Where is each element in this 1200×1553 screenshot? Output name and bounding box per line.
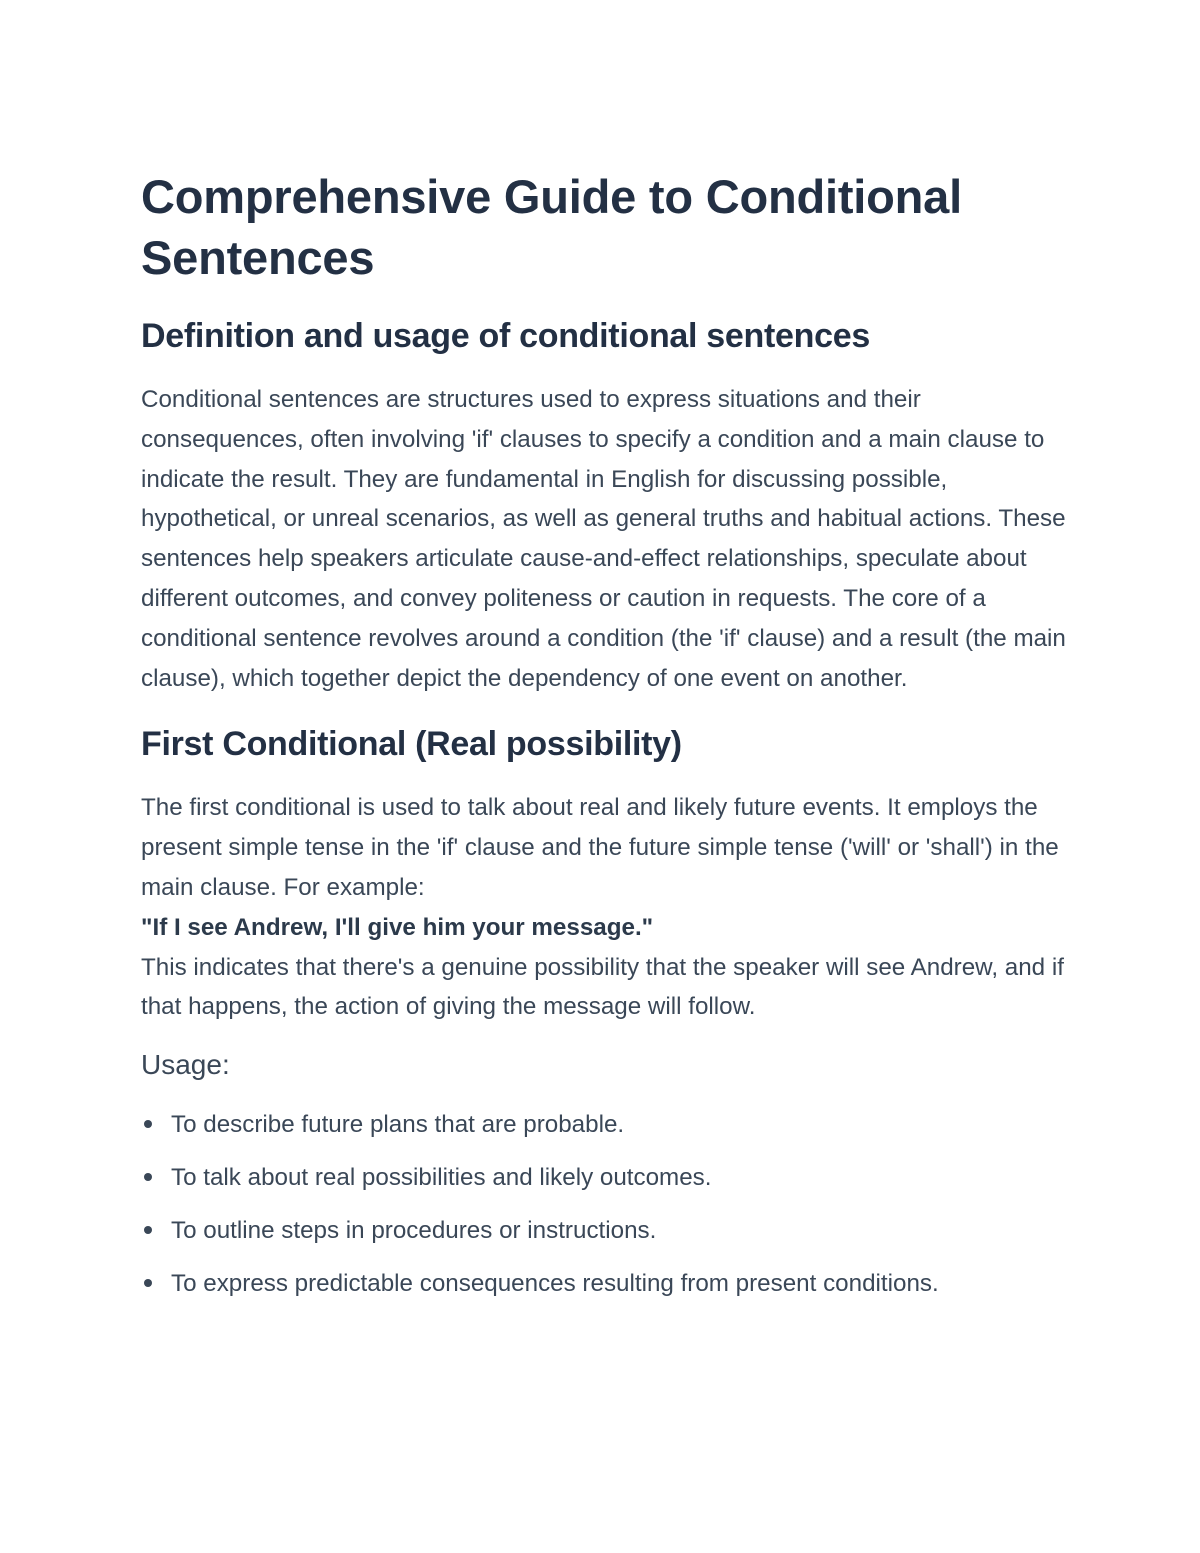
usage-heading: Usage: [141,1049,230,1081]
usage-list [141,1098,1076,1310]
list-item [141,1098,1076,1151]
list-item-text: To describe future plans that are probable. [171,1111,625,1139]
section-heading-first-conditional: First Conditional (Real possibility) [141,725,682,764]
example-sentence: "If I see Andrew, I'll give him your message." [141,913,654,941]
document-page [141,166,1076,1310]
example-explanation: This indicates that there's a genuine possibility that the speaker will see Andrew, and if that happens, the action of giving the message will follow. [141,953,1064,1021]
definition-paragraph: Conditional sentences are structures used to express situations and their consequences, often involving 'if' clauses to specify a condition and a main clause to indicate the result. They are fundamental in English for discussing possible, hypothetical, or unreal scenarios, as well as general truths and habitual actions. These sentences help speakers articulate cause-and-effect relationships, speculate about different outcomes, and convey politeness or caution in requests. The core of a conditional sentence revolves around a condition (the 'if' clause) and a result (the main clause), which together depict the dependency of one event on another. [141,386,1066,692]
list-item-text: To express predictable consequences resulting from present conditions. [171,1270,939,1298]
bullet-icon [144,1279,152,1287]
list-item [141,1204,1076,1257]
list-item [141,1151,1076,1204]
list-item-text: To outline steps in procedures or instructions. [171,1217,657,1245]
list-item [141,1257,1076,1310]
list-item-text: To talk about real possibilities and likely outcomes. [171,1164,712,1192]
bullet-icon [144,1226,152,1234]
page-title: Comprehensive Guide to Conditional Sentences [141,170,962,284]
bullet-icon [144,1120,152,1128]
first-conditional-paragraph: The first conditional is used to talk about real and likely future events. It employs the present simple tense in the 'if' clause and the future simple tense ('will' or 'shall') in the main clause. For example: [141,794,1059,901]
section-heading-definition: Definition and usage of conditional sentences [141,317,870,355]
bullet-icon [144,1173,152,1181]
